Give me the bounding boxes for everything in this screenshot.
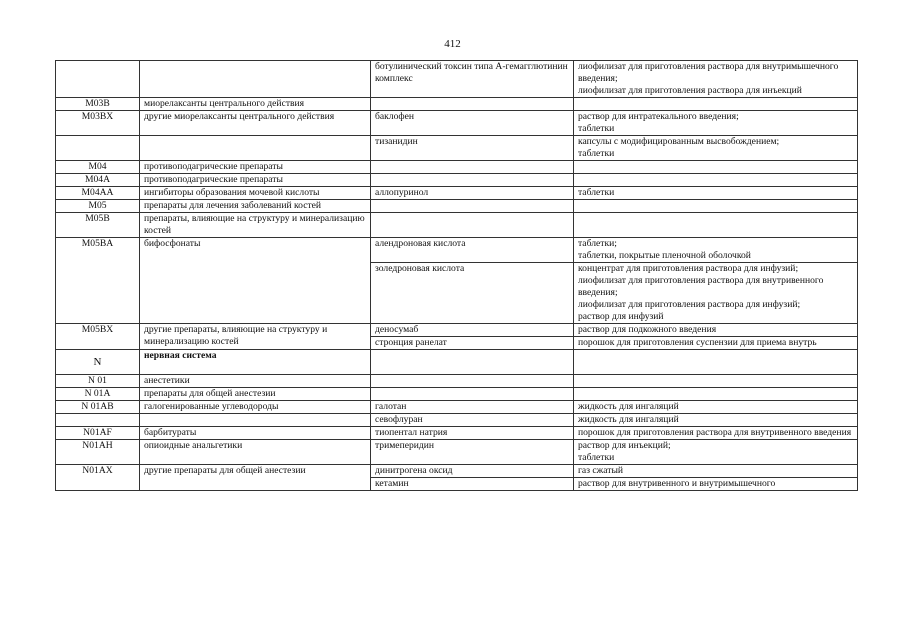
drug-name-cell bbox=[371, 200, 574, 213]
drug-name-cell: севофлуран bbox=[371, 414, 574, 427]
drug-name-cell bbox=[371, 98, 574, 111]
atc-code-cell: N 01AB bbox=[56, 401, 140, 414]
atc-code-cell: M04AA bbox=[56, 187, 140, 200]
drug-name-cell: баклофен bbox=[371, 111, 574, 136]
dosage-form: раствор для инфузий bbox=[578, 311, 664, 322]
dosage-form: раствор для внутривенного и внутримышечного bbox=[578, 478, 776, 489]
drug-name-cell bbox=[371, 375, 574, 388]
drug-name-cell: галотан bbox=[371, 401, 574, 414]
dosage-form: раствор для интратекального введения; bbox=[578, 111, 739, 122]
dosage-form-cell bbox=[574, 61, 858, 98]
dosage-form: газ сжатый bbox=[578, 465, 624, 476]
group-name-cell: противоподагрические препараты bbox=[140, 174, 371, 187]
table-row bbox=[56, 427, 858, 440]
dosage-form-cell bbox=[574, 324, 858, 337]
dosage-form-cell bbox=[574, 337, 858, 350]
drug-name-cell: аллопуринол bbox=[371, 187, 574, 200]
dosage-form-cell bbox=[574, 98, 858, 111]
dosage-form: таблетки; bbox=[578, 238, 617, 249]
drug-name-cell: тизанидин bbox=[371, 136, 574, 161]
drug-classification-table bbox=[55, 60, 858, 491]
table-row bbox=[56, 324, 858, 337]
drug-name-cell: тиопентал натрия bbox=[371, 427, 574, 440]
drug-name-cell bbox=[371, 213, 574, 238]
dosage-form-cell bbox=[574, 401, 858, 414]
dosage-form-cell bbox=[574, 111, 858, 136]
atc-code-cell bbox=[56, 61, 140, 98]
group-name-cell: препараты для общей анестезии bbox=[140, 388, 371, 401]
dosage-form-cell bbox=[574, 213, 858, 238]
dosage-form: порошок для приготовления суспензии для приема внутрь bbox=[578, 337, 817, 348]
dosage-form: порошок для приготовления раствора для внутривенного введения bbox=[578, 427, 852, 438]
dosage-form: раствор для инъекций; bbox=[578, 440, 671, 451]
dosage-form-cell bbox=[574, 136, 858, 161]
drug-name-cell bbox=[371, 61, 574, 98]
group-name-cell: анестетики bbox=[140, 375, 371, 388]
group-name-cell: другие препараты для общей анестезии bbox=[140, 465, 371, 491]
table-row bbox=[56, 61, 858, 98]
table-row bbox=[56, 440, 858, 465]
dosage-form-cell bbox=[574, 465, 858, 478]
dosage-form-cell bbox=[574, 263, 858, 324]
dosage-form: таблетки bbox=[578, 148, 615, 159]
drug-name-cell: золедроновая кислота bbox=[371, 263, 574, 324]
group-name-cell: другие миорелаксанты центрального действия bbox=[140, 111, 371, 136]
dosage-form: таблетки bbox=[578, 187, 615, 198]
table-row bbox=[56, 111, 858, 136]
dosage-form: раствор для подкожного введения bbox=[578, 324, 717, 335]
drug-name-cell: деносумаб bbox=[371, 324, 574, 337]
atc-code-cell: N01AX bbox=[56, 465, 140, 491]
group-name-cell: другие препараты, влияющие на структуру и минерализацию костей bbox=[140, 324, 371, 350]
dosage-form: жидкость для ингаляций bbox=[578, 414, 679, 425]
table-row bbox=[56, 213, 858, 238]
group-name-cell: миорелаксанты центрального действия bbox=[140, 98, 371, 111]
dosage-form-cell bbox=[574, 427, 858, 440]
table-row bbox=[56, 388, 858, 401]
dosage-form: капсулы с модифицированным высвобождением; bbox=[578, 136, 780, 147]
dosage-form-cell bbox=[574, 187, 858, 200]
table-row bbox=[56, 187, 858, 200]
table-row bbox=[56, 200, 858, 213]
group-name-cell: ингибиторы образования мочевой кислоты bbox=[140, 187, 371, 200]
section-name-cell: нервная система bbox=[140, 350, 371, 375]
group-name-cell: препараты для лечения заболеваний костей bbox=[140, 200, 371, 213]
atc-code-cell: M04A bbox=[56, 174, 140, 187]
drug-name: ботулинический токсин типа А-гемагглютинин комплекс bbox=[375, 61, 568, 84]
dosage-form-cell bbox=[574, 174, 858, 187]
dosage-form: таблетки bbox=[578, 123, 615, 134]
atc-code-cell: N01AF bbox=[56, 427, 140, 440]
drug-name-cell bbox=[371, 388, 574, 401]
table-row bbox=[56, 161, 858, 174]
drug-name-cell: тримеперидин bbox=[371, 440, 574, 465]
group-name-cell bbox=[140, 136, 371, 161]
group-name-cell: бифосфонаты bbox=[140, 238, 371, 324]
table-row bbox=[56, 98, 858, 111]
dosage-form-cell bbox=[574, 161, 858, 174]
dosage-form: таблетки, покрытые пленочной оболочкой bbox=[578, 250, 751, 261]
drug-name-cell: динитрогена оксид bbox=[371, 465, 574, 478]
dosage-form-cell bbox=[574, 375, 858, 388]
dosage-form-cell bbox=[574, 350, 858, 375]
dosage-form-cell bbox=[574, 440, 858, 465]
group-name-cell: противоподагрические препараты bbox=[140, 161, 371, 174]
dosage-form-cell bbox=[574, 388, 858, 401]
atc-code-cell: M04 bbox=[56, 161, 140, 174]
drug-name-cell: алендроновая кислота bbox=[371, 238, 574, 263]
dosage-form-cell bbox=[574, 238, 858, 263]
dosage-form: лиофилизат для приготовления раствора для внутривенного введения; bbox=[578, 275, 824, 298]
atc-code-cell: M03BX bbox=[56, 111, 140, 136]
dosage-form: жидкость для ингаляций bbox=[578, 401, 679, 412]
page-number: 412 bbox=[444, 38, 461, 50]
atc-code-cell: N 01 bbox=[56, 375, 140, 388]
atc-code-cell: M05B bbox=[56, 213, 140, 238]
table-row bbox=[56, 414, 858, 427]
dosage-form: лиофилизат для приготовления раствора для инфузий; bbox=[578, 299, 801, 310]
group-name-cell: препараты, влияющие на структуру и минерализацию костей bbox=[140, 213, 371, 238]
atc-code-cell bbox=[56, 136, 140, 161]
table-row-section bbox=[56, 350, 858, 375]
group-name-cell: барбитураты bbox=[140, 427, 371, 440]
atc-code-cell: N 01A bbox=[56, 388, 140, 401]
atc-code-cell: M05BA bbox=[56, 238, 140, 324]
table-row bbox=[56, 465, 858, 478]
dosage-form-cell bbox=[574, 478, 858, 491]
dosage-form: лиофилизат для приготовления раствора для инъекций bbox=[578, 85, 802, 96]
group-name-cell: галогенированные углеводороды bbox=[140, 401, 371, 414]
atc-section-code-cell: N bbox=[56, 350, 140, 375]
table-row bbox=[56, 401, 858, 414]
atc-code-cell: M05BX bbox=[56, 324, 140, 350]
drug-name-cell bbox=[371, 161, 574, 174]
group-name-cell bbox=[140, 414, 371, 427]
drug-name-cell bbox=[371, 174, 574, 187]
atc-code-cell: N01AH bbox=[56, 440, 140, 465]
group-name-cell: опиоидные анальгетики bbox=[140, 440, 371, 465]
dosage-form: концентрат для приготовления раствора для инфузий; bbox=[578, 263, 799, 274]
table-row bbox=[56, 375, 858, 388]
atc-code-cell bbox=[56, 414, 140, 427]
drug-name-cell bbox=[371, 350, 574, 375]
dosage-form: лиофилизат для приготовления раствора для внутримышечного введения; bbox=[578, 61, 839, 84]
table-row bbox=[56, 136, 858, 161]
dosage-form: таблетки bbox=[578, 452, 615, 463]
drug-name-cell: стронция ранелат bbox=[371, 337, 574, 350]
dosage-form-cell bbox=[574, 200, 858, 213]
drug-name-cell: кетамин bbox=[371, 478, 574, 491]
table-row bbox=[56, 174, 858, 187]
table-row bbox=[56, 238, 858, 263]
dosage-form-cell bbox=[574, 414, 858, 427]
atc-code-cell: M03B bbox=[56, 98, 140, 111]
atc-code-cell: M05 bbox=[56, 200, 140, 213]
group-name-cell bbox=[140, 61, 371, 98]
